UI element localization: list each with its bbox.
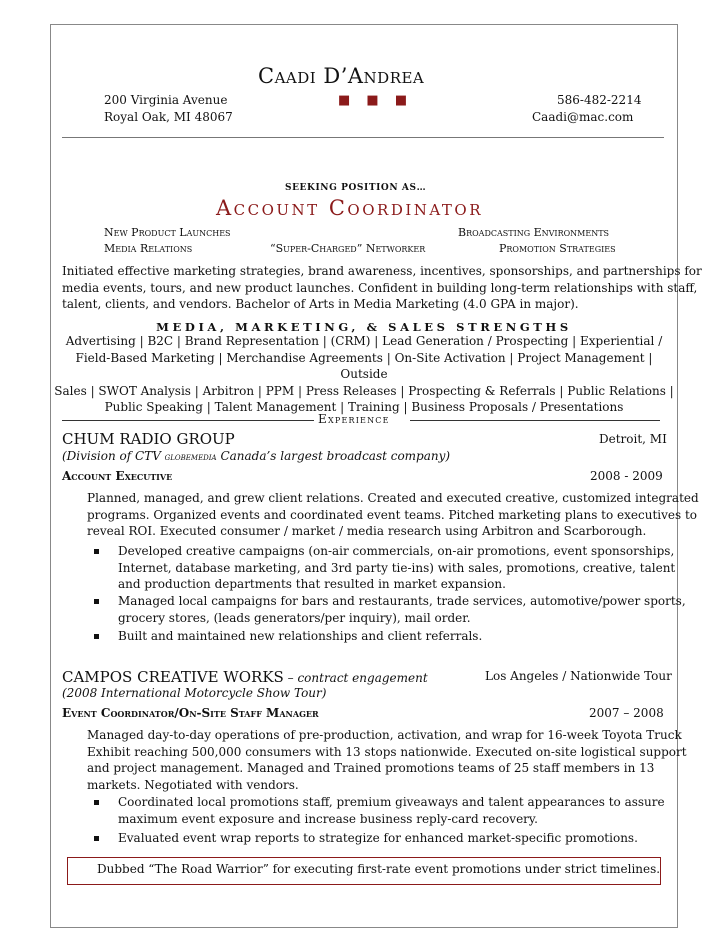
bullet-icon — [94, 634, 99, 639]
keyword-new-product-launches: New Product Launches — [104, 226, 231, 239]
bullet-line: Built and maintained new relationships and client referrals. — [118, 629, 483, 643]
decorative-squares: ■ ■ ■ — [338, 93, 414, 108]
job-summary-line: markets. Negotiated with vendors. — [87, 777, 299, 792]
job-location: Los Angeles / Nationwide Tour — [485, 669, 672, 683]
experience-rule-left — [62, 420, 314, 421]
bullet-line: Developed creative campaigns (on-air commercials, on-air promotions, event sponsorships, — [118, 544, 675, 558]
job-summary-line: programs. Organized events and coordinated event teams. Pitched marketing plans to executives to — [87, 507, 698, 522]
job-summary-line: and project management. Managed and Trained promotions teams of 25 staff members in 13 — [87, 761, 655, 775]
target-title: Account Coordinator — [216, 196, 484, 220]
division-text: (Division of CTV — [62, 449, 165, 463]
job-summary — [87, 490, 699, 540]
seeking-label: SEEKING POSITION AS… — [285, 183, 427, 193]
division-text: Canada’s largest broadcast company) — [216, 449, 451, 463]
company-name: CHUM RADIO GROUP — [62, 430, 235, 448]
job-summary-line: reveal ROI. Executed consumer / market / media research using Arbitron and Scarborough. — [87, 524, 647, 538]
bullet-line: and production departments that resulted in market expansion. — [118, 577, 506, 591]
job-summary — [87, 727, 687, 793]
job-summary-line: Exhibit reaching 500,000 consumers with 13 stops nationwide. Executed on-site logistical support — [87, 744, 687, 759]
company-division: (2008 International Motorcycle Show Tour) — [62, 686, 327, 700]
bullet-icon — [94, 599, 99, 604]
summary-paragraph — [62, 263, 702, 313]
bullet-line: grocery stores, (leads generators/per inquiry), mail order. — [118, 610, 471, 625]
bullet-icon — [94, 836, 99, 841]
job-dates: 2007 – 2008 — [589, 706, 664, 720]
list-item — [118, 593, 686, 626]
summary-line: media events, tours, and new product launches. Confident in building long-term relationships with staff, — [62, 280, 698, 295]
keyword-promotion-strategies: Promotion Strategies — [499, 242, 616, 255]
bullet-line: Managed local campaigns for bars and restaurants, trade services, automotive/power sports, — [118, 594, 686, 608]
address-line-1: 200 Virginia Avenue — [104, 93, 228, 107]
experience-rule-right — [410, 420, 660, 421]
keyword-media-relations: Media Relations — [104, 242, 193, 255]
strengths-line: Public Speaking | Talent Management | Training | Business Proposals / Presentations — [104, 400, 624, 414]
division-brand: globemedia — [164, 452, 217, 463]
job-role: Event Coordinator/On-Site Staff Manager — [62, 706, 319, 720]
summary-line: Initiated effective marketing strategies, brand awareness, incentives, sponsorships, and partnerships for — [62, 264, 702, 278]
email[interactable]: Caadi@mac.com — [532, 110, 634, 124]
strengths-heading: MEDIA, MARKETING, & SALES STRENGTHS — [156, 320, 572, 334]
bullet-icon — [94, 549, 99, 554]
bullet-line: Internet, database marketing, and 3rd party tie-ins) with sales, promotions, creative, talent — [118, 560, 676, 575]
job-dates: 2008 - 2009 — [590, 469, 663, 483]
bullet-line: Evaluated event wrap reports to strategize for enhanced market-specific promotions. — [118, 831, 638, 845]
company-heading — [62, 667, 428, 686]
list-item — [118, 543, 675, 593]
footer-note: Dubbed “The Road Warrior” for executing first-rate event promotions under strict timelines. — [97, 862, 661, 876]
keyword-broadcasting: Broadcasting Environments — [458, 226, 610, 239]
list-item — [118, 830, 638, 847]
company-name: CAMPOS CREATIVE WORKS — [62, 668, 284, 686]
company-division — [62, 449, 450, 463]
job-role: Account Executive — [62, 469, 173, 483]
job-summary-line: Planned, managed, and grew client relations. Created and executed creative, customized integrated — [87, 491, 699, 505]
experience-heading: Experience — [318, 412, 390, 426]
strengths-line: Sales | SWOT Analysis | Arbitron | PPM | Press Releases | Prospecting & Referrals | Public Relations | — [54, 383, 674, 398]
list-item — [118, 628, 482, 645]
list-item — [118, 794, 665, 827]
summary-line: talent, clients, and vendors. Bachelor of Arts in Media Marketing (4.0 GPA in major). — [62, 297, 579, 311]
bullet-line: maximum event exposure and increase business reply-card recovery. — [118, 811, 538, 826]
job-summary-line: Managed day-to-day operations of pre-production, activation, and wrap for 16-week Toyota Truck — [87, 728, 682, 742]
keyword-networker: “Super-Charged” Networker — [270, 242, 426, 255]
strengths-list — [52, 333, 676, 416]
phone: 586-482-2214 — [557, 93, 642, 107]
job-location: Detroit, MI — [599, 432, 667, 446]
strengths-line: Advertising | B2C | Brand Representation | (CRM) | Lead Generation / Prospecting | Experiential / — [65, 334, 663, 348]
header-divider — [62, 137, 664, 138]
bullet-icon — [94, 800, 99, 805]
candidate-name: Caadi D’Andrea — [258, 64, 425, 88]
company-engagement: – contract engagement — [283, 671, 428, 685]
address-line-2: Royal Oak, MI 48067 — [104, 110, 233, 124]
strengths-line: Field-Based Marketing | Merchandise Agreements | On-Site Activation | Project Management | Outside — [75, 350, 653, 381]
bullet-line: Coordinated local promotions staff, premium giveaways and talent appearances to assure — [118, 795, 665, 809]
